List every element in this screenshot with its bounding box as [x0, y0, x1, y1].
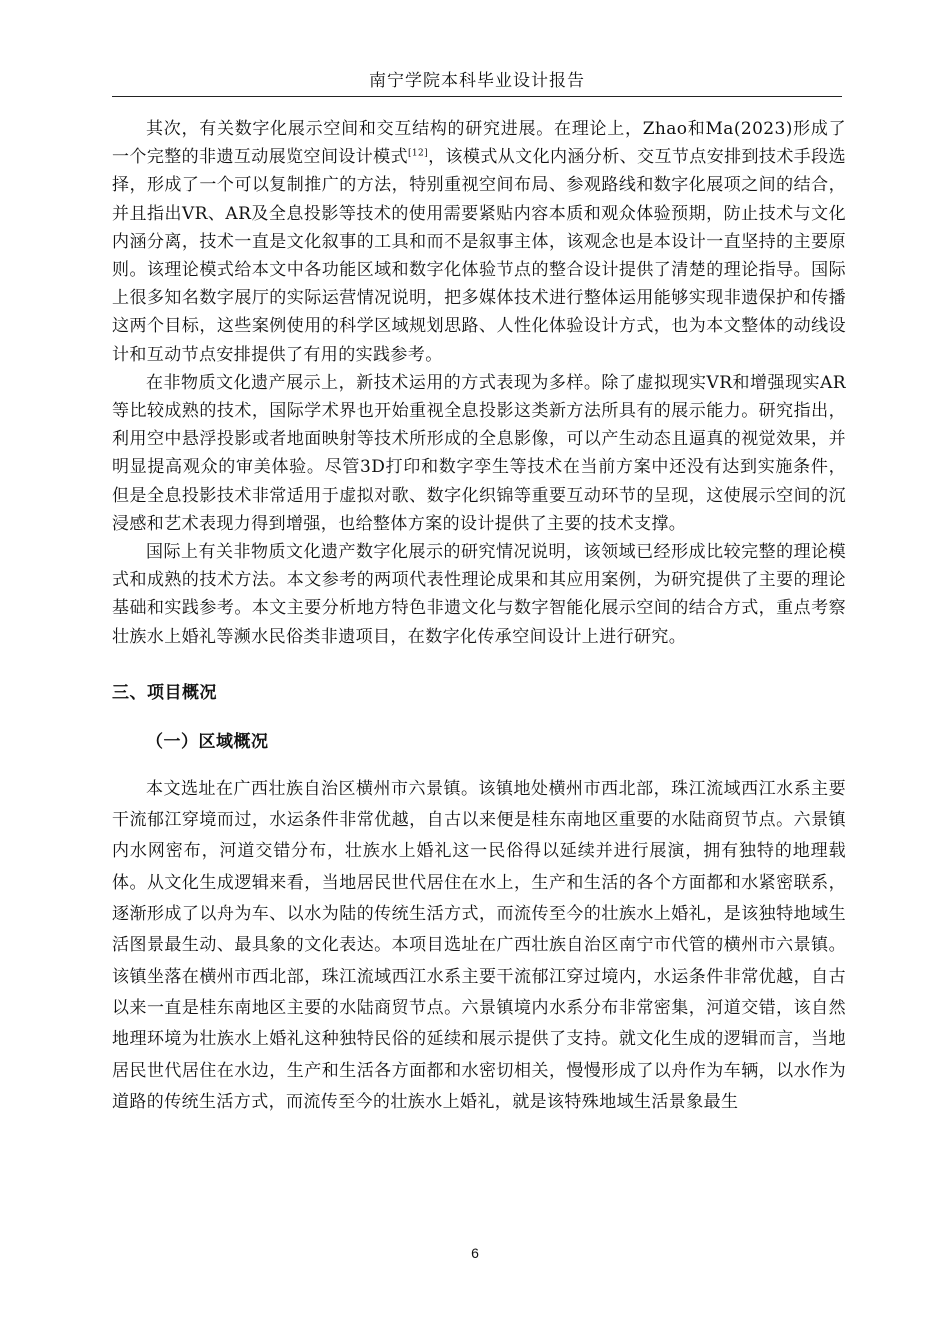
paragraph-digital-display-research	[112, 115, 846, 369]
section-heading-project-overview: 三、项目概况	[112, 682, 217, 703]
page-header-title: 南宁学院本科毕业设计报告	[369, 71, 585, 91]
paragraph-new-technology: 在非物质文化遗产展示上，新技术运用的方式表现为多样。除了虚拟现实VR和增强现实AR等比较成熟的技术，国际学术界也开始重视全息投影这类新方法所具有的展示能力。研究指出，利用空中悬浮投影或者地面映射等技术所形成的全息影像，可以产生动态且逼真的视觉效果，并明显提高观众的审美体验。尽管3D打印和数字孪生等技术在当前方案中还没有达到实施条件，但是全息投影技术非常适用于虚拟对歌、数字化织锦等重要互动环节的呈现，这使展示空间的沉浸感和艺术表现力得到增强，也给整体方案的设计提供了主要的技术支撑。	[112, 372, 846, 534]
citation-reference: [12]	[408, 148, 429, 159]
page-number: 6	[471, 1245, 479, 1261]
report-body	[112, 115, 846, 1118]
paragraph-international-summary: 国际上有关非物质文化遗产数字化展示的研究情况说明，该领域已经形成比较完整的理论模式和成熟的技术方法。本文参考的两项代表性理论成果和其应用案例，为研究提供了主要的理论基础和实践参考。本文主要分析地方特色非遗文化与数字智能化展示空间的结合方式，重点考察壮族水上婚礼等濒水民俗类非遗项目，在数字化传承空间设计上进行研究。	[112, 542, 846, 647]
paragraph-text: ，该模式从文化内涵分析、交互节点安排到技术手段选择，形成了一个可以复制推广的方法，特别重视空间布局、参观路线和数字化展项之间的结合，并且指出VR、AR及全息投影等技术的使用需要紧贴内容本质和观众体验预期，防止技术与文化内涵分离，技术一直是文化叙事的工具和而不是叙事主体，该观念也是本设计一直坚持的主要原则。该理论模式给本文中各功能区域和数字化体验节点的整合设计提供了清楚的理论指导。国际上很多知名数字展厅的实际运营情况说明，把多媒体技术进行整体运用能够实现非遗保护和传播这两个目标，这些案例使用的科学区域规划思路、人性化体验设计方式，也为本文整体的动线设计和互动节点安排提供了有用的实践参考。	[112, 147, 846, 365]
header-divider	[112, 96, 842, 97]
subsection-heading-regional-overview: （一）区域概况	[146, 731, 269, 752]
paragraph-site-overview: 本文选址在广西壮族自治区横州市六景镇。该镇地处横州市西北部，珠江流域西江水系主要干流郁江穿境而过，水运条件非常优越，自古以来便是桂东南地区重要的水陆商贸节点。六景镇内水网密布，河道交错分布，壮族水上婚礼这一民俗得以延续并进行展演，拥有独特的地理载体。从文化生成逻辑来看，当地居民世代居住在水上，生产和生活的各个方面都和水紧密联系，逐渐形成了以舟为车、以水为陆的传统生活方式，而流传至今的壮族水上婚礼，是该独特地域生活图景最生动、最具象的文化表达。本项目选址在广西壮族自治区南宁市代管的横州市六景镇。该镇坐落在横州市西北部，珠江流域西江水系主要干流郁江穿过境内，水运条件非常优越，自古以来一直是桂东南地区主要的水陆商贸节点。六景镇境内水系分布非常密集，河道交错，该自然地理环境为壮族水上婚礼这种独特民俗的延续和展示提供了支持。就文化生成的逻辑而言，当地居民世代居住在水边，生产和生活各方面都和水密切相关，慢慢形成了以舟作为车辆，以水作为道路的传统生活方式，而流传至今的壮族水上婚礼，就是该特殊地域生活景象最生	[112, 778, 846, 1112]
paragraph-text: 其次，有关数字化展示空间和交互结构的研究进展。在理论上，Zhao和Ma(2023)形成了一个完整的非遗互动展览空间设计模式	[112, 119, 846, 168]
